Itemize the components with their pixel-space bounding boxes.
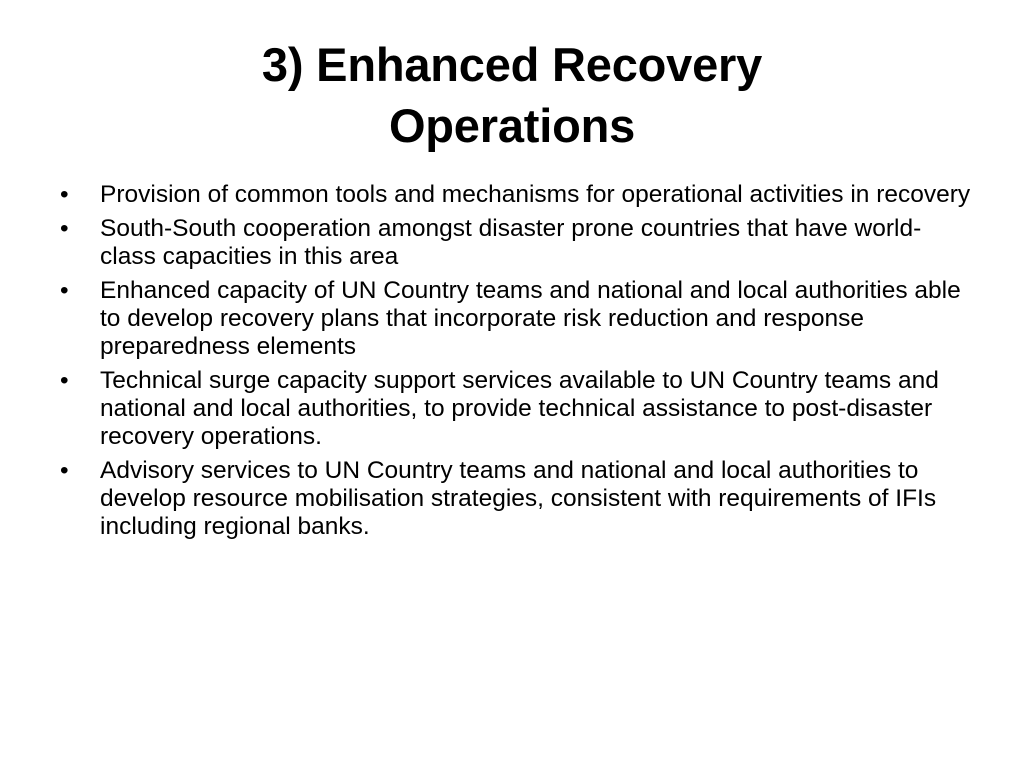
bullet-list <box>56 181 976 547</box>
bullet-dot-icon: • <box>60 181 69 208</box>
bullet-text: Provision of common tools and mechanisms for operational activities in recovery <box>100 181 971 208</box>
bullet-dot-icon: • <box>60 215 69 242</box>
bullet-item-south-south <box>56 215 976 271</box>
slide-title <box>60 34 964 156</box>
bullet-item-surge <box>56 367 976 451</box>
bullet-text: Enhanced capacity of UN Country teams and national and local authorities able to develop recovery plans that incorporate risk reduction and response preparedness elements <box>100 277 961 360</box>
bullet-text: Technical surge capacity support services available to UN Country teams and national and local authorities, to provide technical assistance to post-disaster recovery operations. <box>100 367 939 450</box>
bullet-dot-icon: • <box>60 367 69 394</box>
bullet-item-tools <box>56 181 976 209</box>
bullet-dot-icon: • <box>60 277 69 304</box>
bullet-item-capacity <box>56 277 976 361</box>
bullet-text: South-South cooperation amongst disaster prone countries that have world-class capacities in this area <box>100 215 922 270</box>
slide-title-line-1: 3) Enhanced Recovery <box>261 38 763 91</box>
bullet-item-advisory <box>56 457 976 541</box>
bullet-dot-icon: • <box>60 457 69 484</box>
slide-title-line-2: Operations <box>388 99 636 152</box>
bullet-text: Advisory services to UN Country teams and national and local authorities to develop resource mobilisation strategies, consistent with requirements of IFIs including regional banks. <box>100 457 937 540</box>
